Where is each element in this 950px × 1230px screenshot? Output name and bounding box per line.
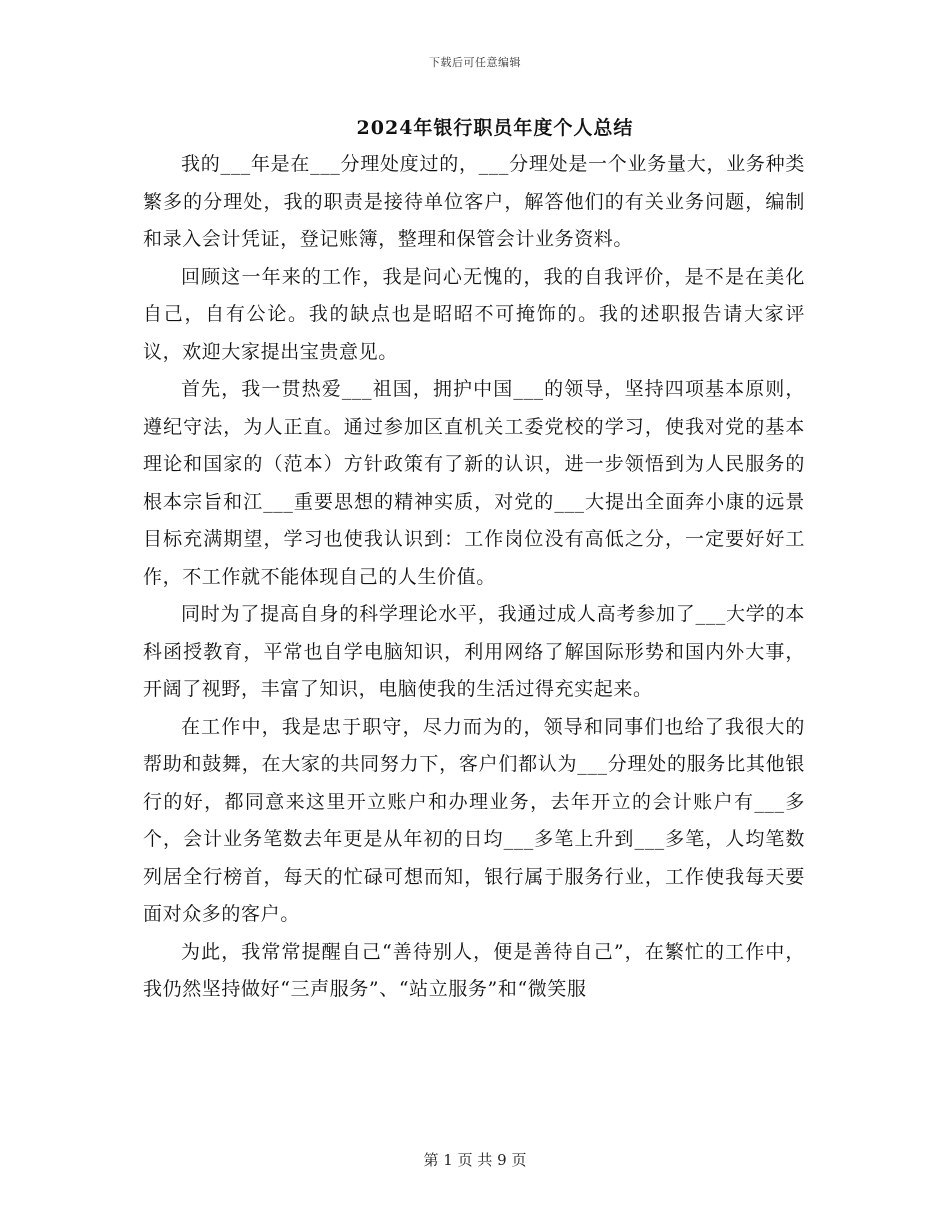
paragraph-3: 首先，我一贯热爱___祖国，拥护中国___的领导，坚持四项基本原则，遵纪守法，为人正直。通过参加区直机关工委党校的学习，使我对党的基本理论和国家的（范本）方针政策有了新的认识，进一步领悟到为人民服务的根本宗旨和江___重要思想的精神实质，对党的___大提出全面奔小康的远景目标充满期望，学习也使我认识到：工作岗位没有高低之分，一定要好好工作，不工作就不能体现自己的人生价值。 — [143, 378, 805, 588]
paragraph-4: 同时为了提高自身的科学理论水平，我通过成人高考参加了___大学的本科函授教育，平常也自学电脑知识，利用网络了解国际形势和国内外大事，开阔了视野，丰富了知识，电脑使我的生活过得充实起来。 — [143, 603, 805, 700]
paragraph-5: 在工作中，我是忠于职守，尽力而为的，领导和同事们也给了我很大的帮助和鼓舞，在大家的共同努力下，客户们都认为___分理处的服务比其他银行的好，都同意来这里开立账户和办理业务，去年开立的会计账户有___多个，会计业务笔数去年更是从年初的日均___多笔上升到___多笔，人均笔数列居全行榜首，每天的忙碌可想而知，银行属于服务行业，工作使我每天要面对众多的客户。 — [143, 715, 805, 925]
paragraph-6: 为此，我常常提醒自己“善待别人，便是善待自己”，在繁忙的工作中，我仍然坚持做好“三声服务”、“站立服务”和“微笑服 — [143, 940, 805, 1000]
page-number: 第 1 页 共 9 页 — [423, 1151, 527, 1169]
document-title: 2024年银行职员年度个人总结 — [356, 117, 634, 139]
paragraph-1: 我的___年是在___分理处度过的，___分理处是一个业务量大，业务种类繁多的分理处，我的职责是接待单位客户，解答他们的有关业务问题，编制和录入会计凭证，登记账簿，整理和保管会计业务资料。 — [143, 153, 805, 250]
paragraph-2: 回顾这一年来的工作，我是问心无愧的，我的自我评价，是不是在美化自己，自有公论。我的缺点也是昭昭不可掩饰的。我的述职报告请大家评议，欢迎大家提出宝贵意见。 — [143, 265, 805, 363]
document-body — [143, 146, 805, 1009]
page-header-note: 下载后可任意编辑 — [429, 56, 521, 69]
